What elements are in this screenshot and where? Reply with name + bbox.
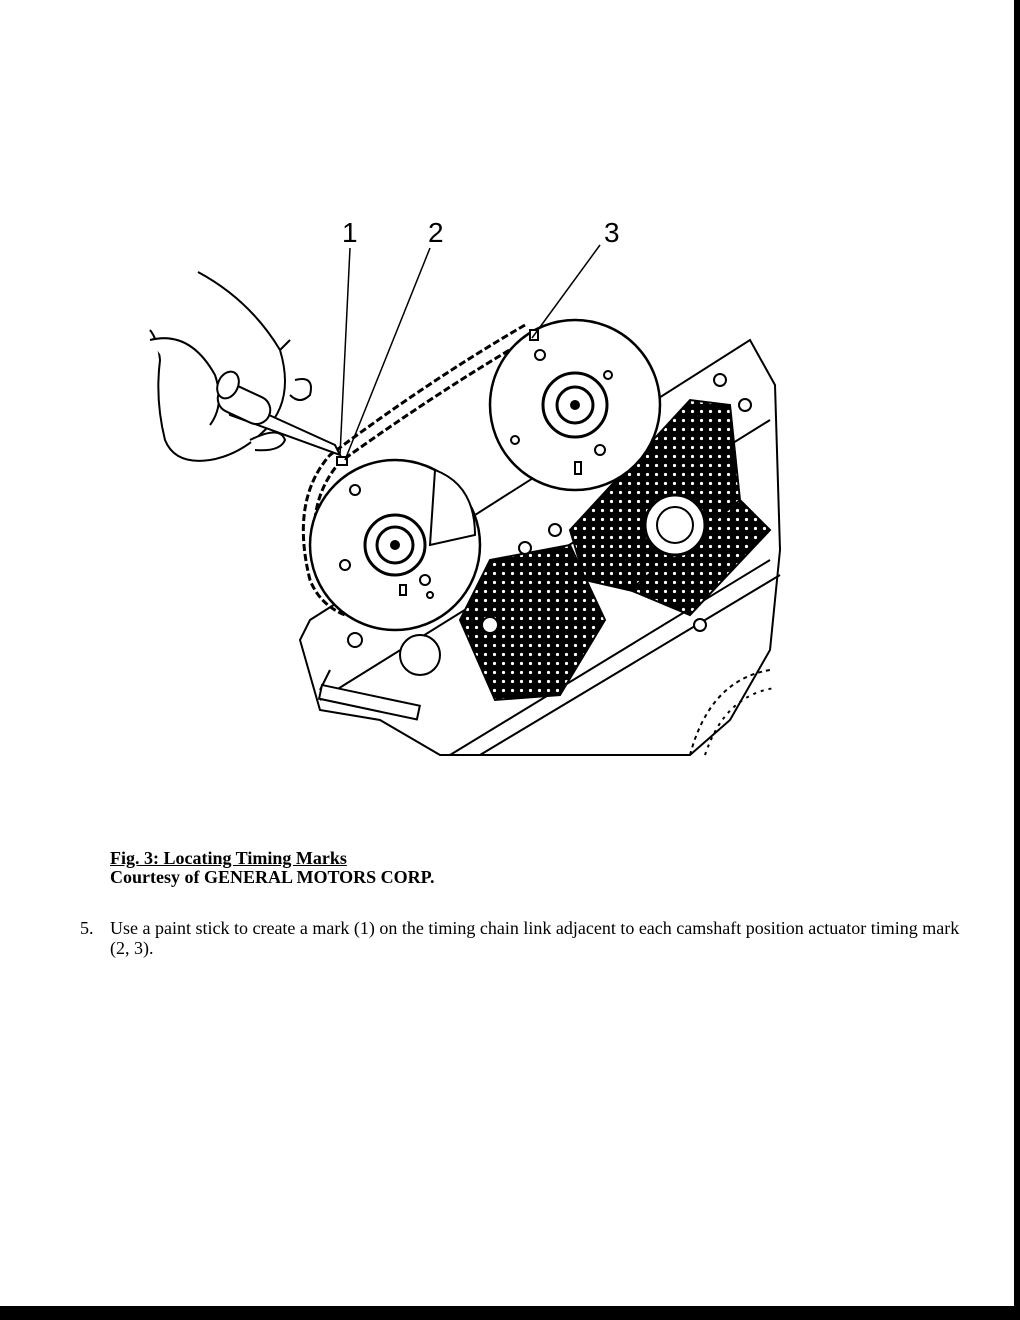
figure-title: Fig. 3: Locating Timing Marks: [110, 848, 347, 868]
page-border-right: [1014, 0, 1020, 1320]
page-border-bottom: [0, 1306, 1020, 1320]
step-text: Use a paint stick to create a mark (1) on the timing chain link adjacent to each camshaft position actuator timing mark (2, 3).: [110, 918, 960, 958]
step-number: 5.: [80, 918, 94, 938]
timing-marks-illustration: [130, 200, 790, 775]
figure-caption: [110, 849, 435, 887]
callout-3: 3: [604, 217, 620, 248]
left-camshaft-actuator: [310, 457, 480, 630]
callout-1: 1: [342, 217, 358, 248]
hand-with-paint-stick: [150, 272, 340, 461]
figure-courtesy: Courtesy of GENERAL MOTORS CORP.: [110, 867, 435, 887]
right-camshaft-actuator: [490, 320, 660, 490]
callout-2: 2: [428, 217, 444, 248]
